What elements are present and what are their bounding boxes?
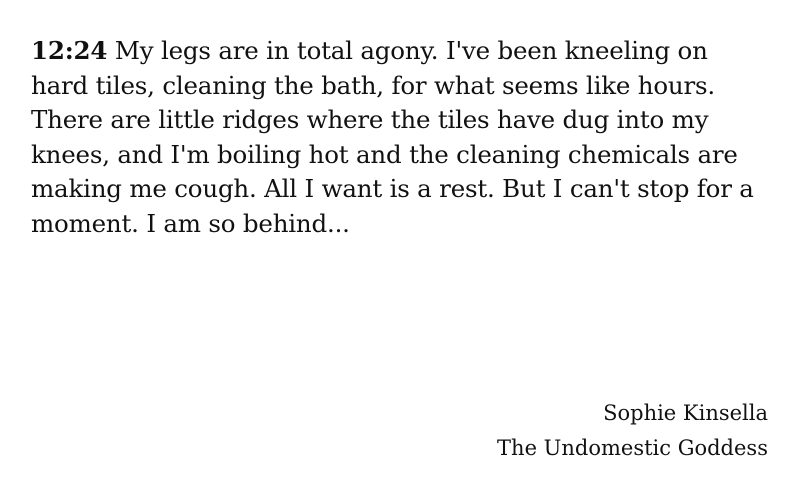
quote-body: My legs are in total agony. I've been kneeling on hard tiles, cleaning the bath, for what seems like hours. There are little ridges where the tiles have dug into my knees, and I'm boiling hot and the cleaning chemicals are making me cough. All I want is a rest. But I can't stop for a moment. I am so behind... bbox=[31, 36, 754, 238]
quote-text-block bbox=[31, 34, 771, 242]
book-title: The Undomestic Goddess bbox=[497, 436, 768, 460]
author-name: Sophie Kinsella bbox=[603, 401, 768, 425]
attribution bbox=[497, 396, 768, 466]
quote-time: 12:24 bbox=[31, 36, 108, 65]
